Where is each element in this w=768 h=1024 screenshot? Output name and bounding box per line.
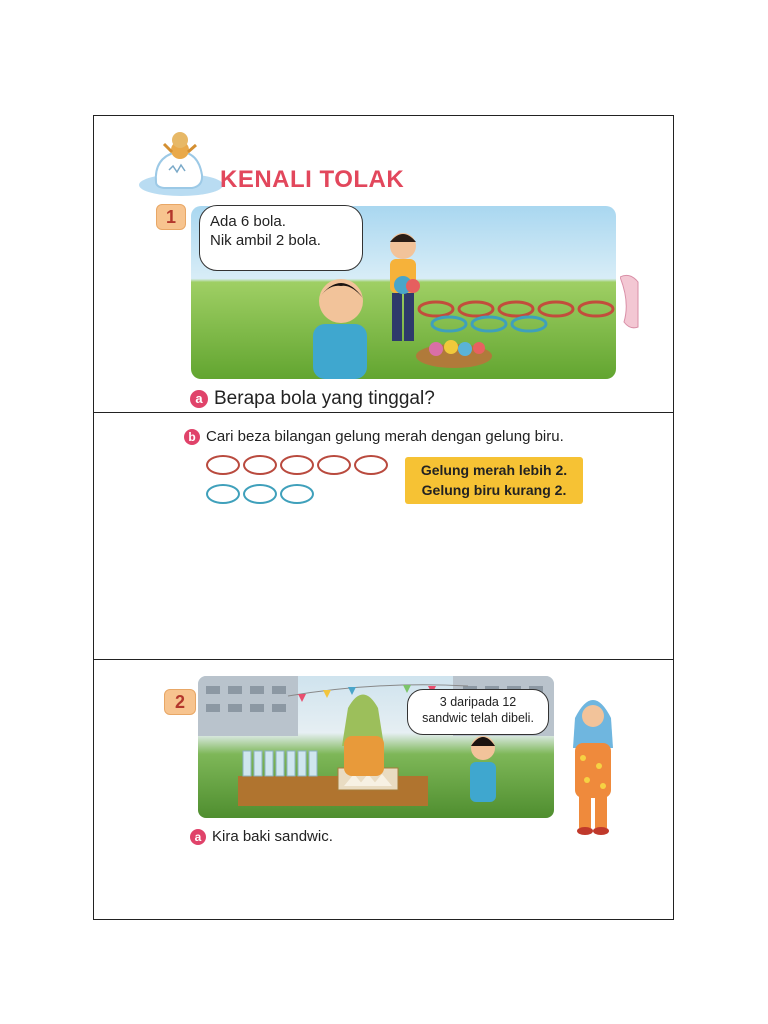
red-hoops-row	[206, 455, 388, 475]
question-2a-badge: a	[190, 829, 206, 845]
activity-number-badge: 1	[156, 204, 186, 230]
speech-bubble-2	[407, 689, 549, 735]
blue-hoop	[206, 484, 240, 504]
page-edge-decoration-icon	[620, 272, 640, 332]
section-activity-1b	[94, 413, 673, 660]
red-hoop	[280, 455, 314, 475]
speech-bubble-1	[199, 205, 363, 271]
blue-hoop	[280, 484, 314, 504]
question-b-text: Cari beza bilangan gelung merah dengan gelung biru.	[206, 428, 564, 445]
red-hoop	[206, 455, 240, 475]
section-activity-2	[94, 660, 673, 920]
activity-number-badge: 2	[164, 689, 196, 715]
red-hoop	[317, 455, 351, 475]
worksheet-frame	[93, 115, 674, 920]
question-2a-row	[190, 828, 333, 845]
girl-in-hijab-illustration	[565, 688, 621, 838]
speech2-line-2: sandwic telah dibeli.	[422, 711, 534, 725]
red-hoop	[354, 455, 388, 475]
answer-line-2: Gelung biru kurang 2.	[421, 482, 567, 498]
lesson-title: KENALI TOLAK	[220, 166, 405, 193]
blue-hoops-row	[206, 484, 314, 504]
speech-line-1: Ada 6 bola.	[210, 213, 286, 230]
answer-box	[405, 457, 583, 504]
question-a-text: Berapa bola yang tinggal?	[214, 388, 435, 409]
question-a-badge: a	[190, 390, 208, 408]
section-activity-1	[94, 116, 673, 413]
question-b-badge: b	[184, 429, 200, 445]
red-hoop	[243, 455, 277, 475]
mascot-egg-icon	[136, 130, 226, 200]
blue-hoop	[243, 484, 277, 504]
question-b-row	[184, 428, 564, 445]
speech2-line-1: 3 daripada 12	[439, 695, 517, 709]
speech-line-2: Nik ambil 2 bola.	[210, 232, 321, 249]
question-2a-text: Kira baki sandwic.	[212, 828, 333, 845]
answer-line-1: Gelung merah lebih 2.	[420, 462, 568, 478]
question-a-row	[190, 388, 435, 410]
